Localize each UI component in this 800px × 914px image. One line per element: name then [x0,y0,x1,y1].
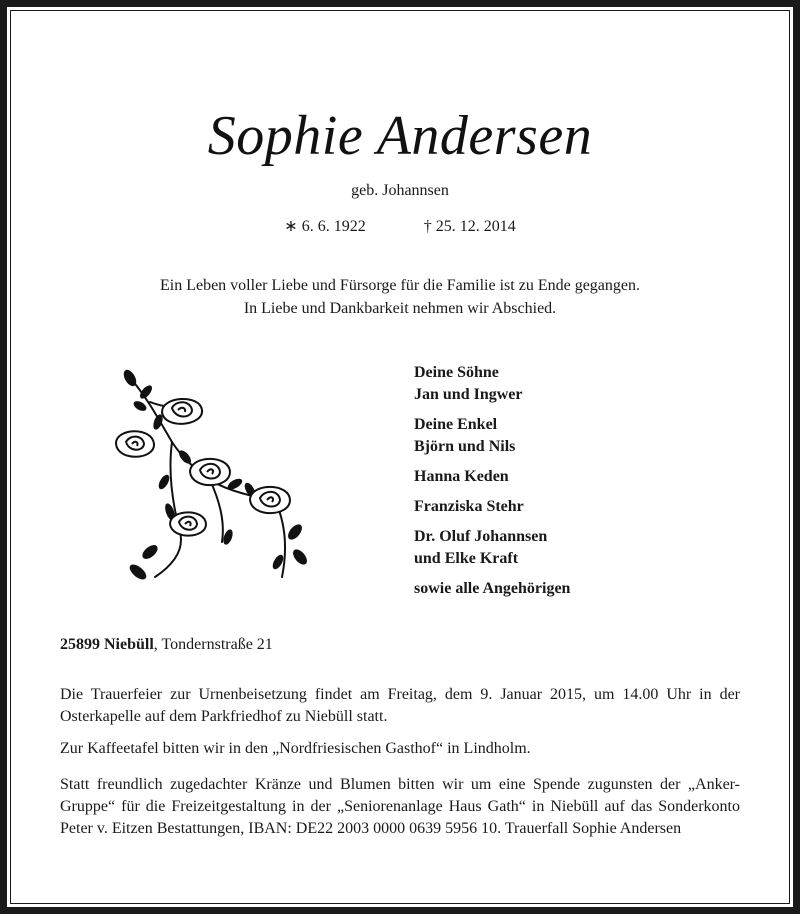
mourner-group-relatives [414,578,570,600]
roses-illustration-icon [110,362,320,592]
mourner-line: und Elke Kraft [414,550,519,567]
coffee-paragraph: Zur Kaffeetafel bitten wir in den „Nordfriesischen Gasthof“ in Lindholm. [60,740,531,757]
intro-line-1: Ein Leben voller Liebe und Fürsorge für die Familie ist zu Ende gegangen. [159,277,640,294]
mourner-group-franziska [414,496,570,518]
mourner-line: sowie alle Angehörigen [414,580,571,597]
mourner-line: Franziska Stehr [414,498,524,515]
mourner-line: Jan und Ingwer [414,386,523,403]
mourner-line: Hanna Keden [414,468,509,485]
mourners-list [414,362,570,608]
mourner-line: Björn und Nils [414,438,516,455]
intro-text [0,274,800,320]
life-dates [0,216,800,236]
mourner-group-oluf [414,526,570,570]
maiden-name: geb. Johannsen [351,182,449,199]
mourner-line: Dr. Oluf Johannsen [414,528,548,545]
donation-paragraph: Statt freundlich zugedachter Kränze und Blumen bitten wir um eine Spende zugunsten der „Anker-Gruppe“ für die Freizeitgestaltung in der „Seniorenanlage Haus Gath“ in Niebüll auf das Sonderkonto Peter v. Eitzen Bestattungen, IBAN: DE22 2003 0000 0639 5956 10. Trauerfall Sophie Andersen [60,776,740,837]
death-date: † 25. 12. 2014 [423,218,516,235]
mourner-group-sons [414,362,570,406]
deceased-name: Sophie Andersen [207,105,593,167]
address-street: , Tondernstraße 21 [153,636,273,653]
mourner-group-grandchildren [414,414,570,458]
funeral-paragraph: Die Trauerfeier zur Urnenbeisetzung findet am Freitag, dem 9. Januar 2015, um 14.00 Uhr in der Osterkapelle auf dem Parkfriedhof zu Niebüll statt. [60,686,740,725]
birth-date: ∗ 6. 6. 1922 [284,218,366,235]
mourner-line: Deine Enkel [414,416,498,433]
address [60,636,273,654]
mourner-line: Deine Söhne [414,364,499,381]
address-city: 25899 Niebüll [60,636,154,653]
mourner-group-hanna [414,466,570,488]
intro-line-2: In Liebe und Dankbarkeit nehmen wir Abschied. [243,300,557,317]
